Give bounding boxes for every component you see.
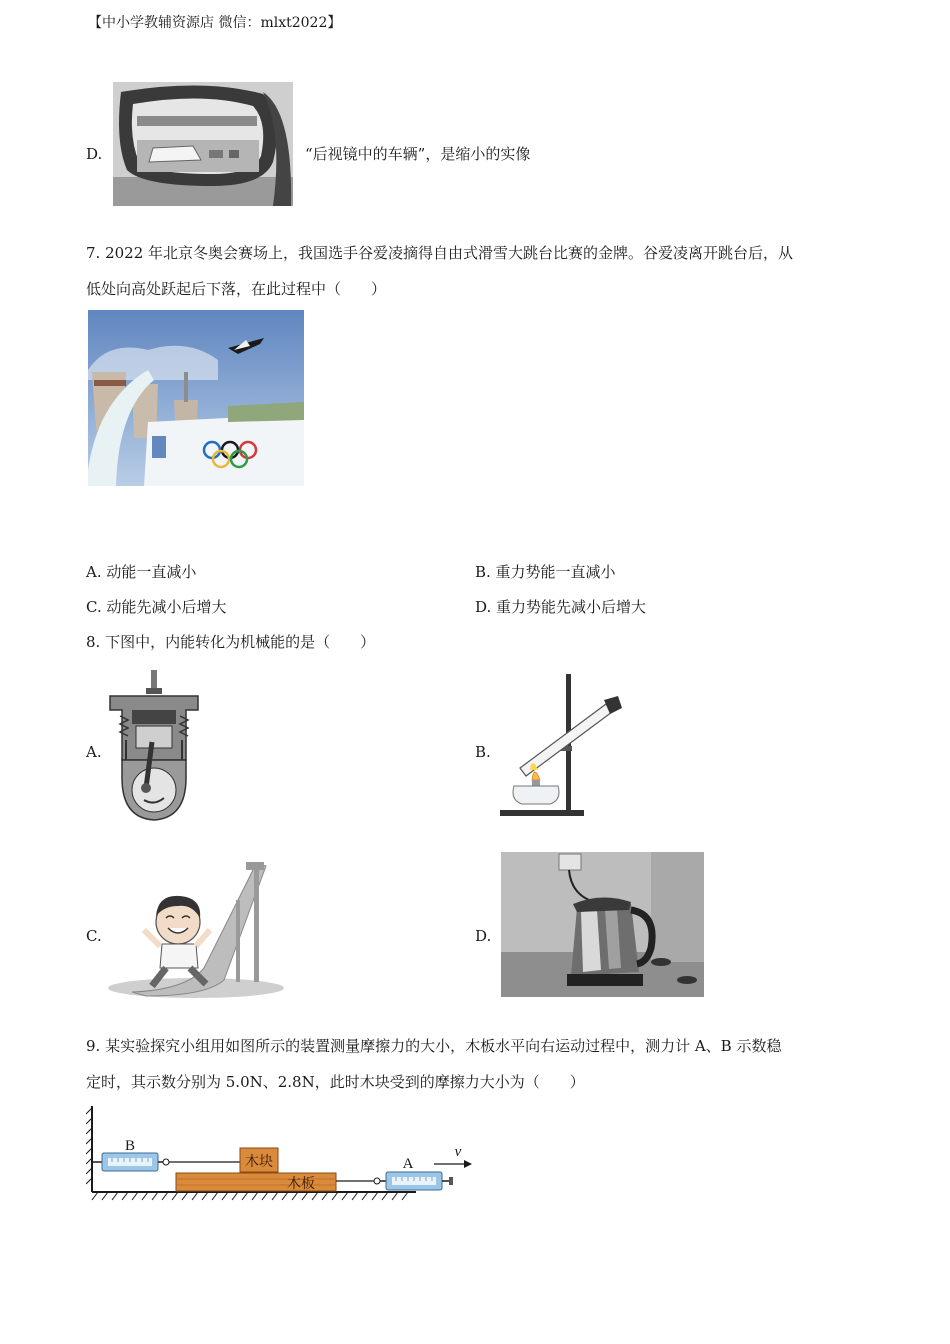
wooden-board-label: 木板 (287, 1176, 315, 1192)
gauge-a-label: A (402, 1156, 414, 1172)
q6-rearview-mirror-image (113, 82, 293, 206)
q7-stem-line2: 低处向高处跃起后下落，在此过程中（ ） (86, 280, 387, 298)
q7-ski-jump-photo (88, 310, 304, 486)
q7-option-c[interactable]: C. 动能先减小后增大 (86, 598, 227, 616)
q6-option-d-label: D. (86, 145, 103, 163)
q9-friction-diagram (86, 1104, 476, 1204)
q6-option-d-text: “后视镜中的车辆”，是缩小的实像 (305, 145, 531, 163)
q9-stem-line1: 9. 某实验探究小组用如图所示的装置测量摩擦力的大小，木板水平向右运动过程中，测力计 A、B 示数稳 (86, 1037, 782, 1055)
q8-option-b-label[interactable]: B. (475, 743, 491, 761)
velocity-label: v (454, 1144, 462, 1160)
q7-option-d[interactable]: D. 重力势能先减小后增大 (475, 598, 647, 616)
q8-slide-cartoon (106, 860, 286, 1000)
q8-test-tube-heating-diagram (496, 670, 626, 820)
q8-option-c-label[interactable]: C. (86, 927, 102, 945)
q7-stem-line1: 7. 2022 年北京冬奥会赛场上，我国选手谷爱凌摘得自由式滑雪大跳台比赛的金牌。谷爱凌离开跳台后，从 (86, 244, 794, 262)
q9-stem-line2: 定时，其示数分别为 5.0N、2.8N，此时木块受到的摩擦力大小为（ ） (86, 1073, 585, 1091)
q8-engine-diagram (106, 668, 202, 822)
gauge-b-label: B (124, 1138, 136, 1154)
q7-option-b[interactable]: B. 重力势能一直减小 (475, 563, 616, 581)
q8-option-a-label[interactable]: A. (86, 743, 102, 761)
q8-stem: 8. 下图中，内能转化为机械能的是（ ） (86, 633, 376, 651)
q8-option-d-label[interactable]: D. (475, 927, 492, 945)
wooden-block-label: 木块 (245, 1154, 273, 1170)
q8-electric-kettle-photo (501, 852, 704, 997)
q7-option-a[interactable]: A. 动能一直减小 (86, 563, 197, 581)
header-watermark: 【中小学教辅资源店 微信：mlxt2022】 (88, 15, 342, 31)
